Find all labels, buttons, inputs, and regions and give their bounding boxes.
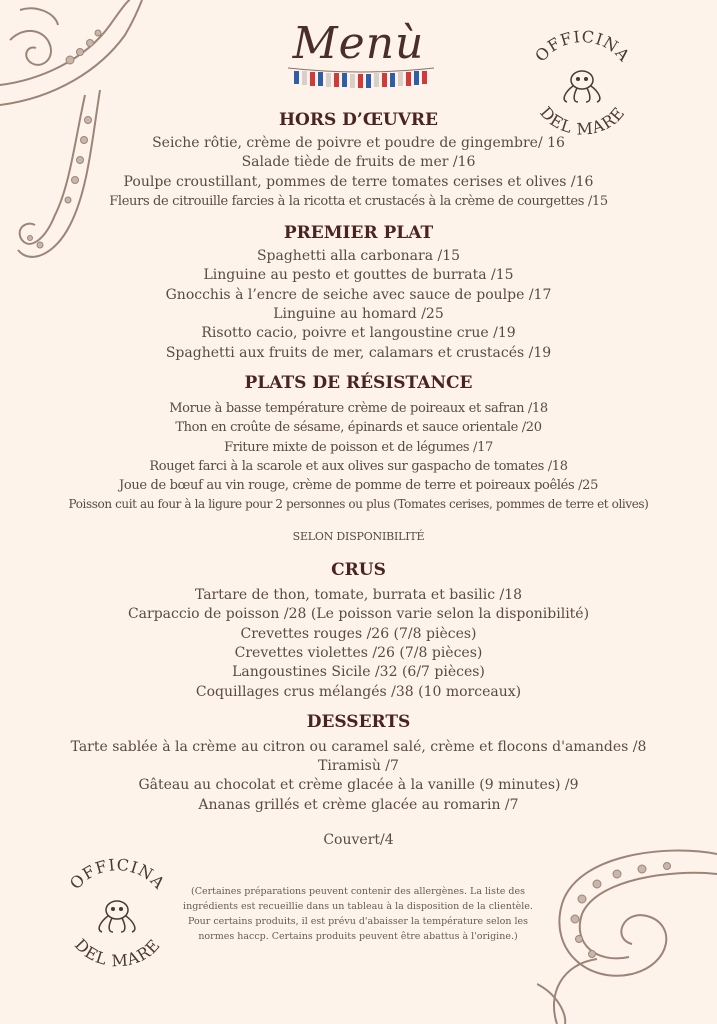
octopus-tentacle-illustration-bottom-right (537, 844, 717, 1024)
menu-item: Fleurs de citrouille farcies à la ricotta et crustacés à la crème de courgettes /15 (109, 193, 608, 209)
couvert-charge: Couvert/4 (323, 832, 394, 849)
menu-item: Thon en croûte de sésame, épinards et sauce orientale /20 (175, 420, 542, 436)
menu-item: Spaghetti alla carbonara /15 (256, 248, 461, 265)
section-title-desserts: DESSERTS (306, 711, 411, 732)
svg-text:DEL MARE: DEL MARE (70, 935, 165, 971)
menu-item: Ananas grillés et crème glacée au romarin /7 (198, 796, 519, 813)
menu-item: Tarte sablée à la crème au citron ou caramel salé, crème et flocons d'amandes /8 (70, 738, 647, 755)
menu-item: Tartare de thon, tomate, burrata et basilic /18 (194, 587, 523, 604)
menu-item: Poulpe croustillant, pommes de terre tomates cerises et olives /16 (123, 173, 594, 190)
octopus-icon (564, 71, 600, 102)
menu-item: Linguine au pesto et gouttes de burrata /15 (203, 267, 514, 284)
menu-item: Linguine au homard /25 (273, 306, 444, 323)
menu-item: Carpaccio de poisson /28 (Le poisson varie selon la disponibilité) (127, 606, 590, 623)
section-title-premier-plat: PREMIER PLAT (283, 223, 434, 244)
section-title-plats-de-resistance: PLATS DE RÉSISTANCE (244, 372, 473, 393)
section-title-hors-doeuvre: HORS D’ŒUVRE (278, 110, 439, 130)
menu-item: Langoustines Sicile /32 (6/7 pièces) (232, 664, 485, 681)
menu-item: Friture mixte de poisson et de légumes /17 (224, 439, 493, 455)
octopus-icon (99, 901, 135, 932)
svg-text:OFFICINA: OFFICINA (65, 858, 170, 894)
availability-note: SELON DISPONIBILITÉ (292, 529, 425, 543)
menu-item: Risotto cacio, poivre et langoustine crue /19 (201, 325, 516, 342)
menu-item: Crevettes rouges /26 (7/8 pièces) (240, 625, 477, 642)
section-title-crus: CRUS (331, 560, 386, 581)
menu-item: Crevettes violettes /26 (7/8 pièces) (234, 644, 483, 661)
menu-content (0, 110, 717, 850)
officina-del-mare-logo-bottom (60, 858, 175, 973)
menu-item: Salade tiède de fruits de mer /16 (241, 154, 476, 171)
menu-item: Morue à basse température crème de poireaux et safran /18 (169, 400, 548, 416)
menu-title: Menù (292, 18, 425, 69)
allergen-footnote: (Certaines préparations peuvent contenir des allergènes. La liste des ingrédients est recueillie dans un tableau à la disposition de la clientèle. Pour certains produits, il est prévu d'abaisser la température selon les normes haccp. Certains produits peuvent être abattus à l'origine.) (183, 886, 533, 942)
menu-item: Gnocchis à l’encre de seiche avec sauce de poulpe /17 (165, 286, 552, 303)
svg-text:OFFICINA: OFFICINA (531, 30, 635, 66)
svg-text:DEL MARE: DEL MARE (536, 102, 629, 139)
menu-item: Coquillages crus mélangés /38 (10 morceaux) (195, 683, 522, 700)
menu-item: Tiramisù /7 (318, 758, 399, 775)
menu-item: Spaghetti aux fruits de mer, calamars et crustacés /19 (165, 344, 552, 361)
menu-item: Rouget farci à la scarole et aux olives sur gaspacho de tomates /18 (149, 458, 568, 474)
menu-item: Gâteau au chocolat et crème glacée à la vanille (9 minutes) /9 (138, 777, 579, 794)
menu-item: Seiche rôtie, crème de poivre et poudre de gingembre/ 16 (152, 135, 565, 151)
menu-item: Poisson cuit au four à la ligure pour 2 personnes ou plus (Tomates cerises, pommes de terre et olives) (68, 497, 649, 512)
menu-item: Joue de bœuf au vin rouge, crème de pomme de terre et poireaux poêlés /25 (119, 478, 598, 494)
flag-bunting-decoration (288, 66, 434, 88)
